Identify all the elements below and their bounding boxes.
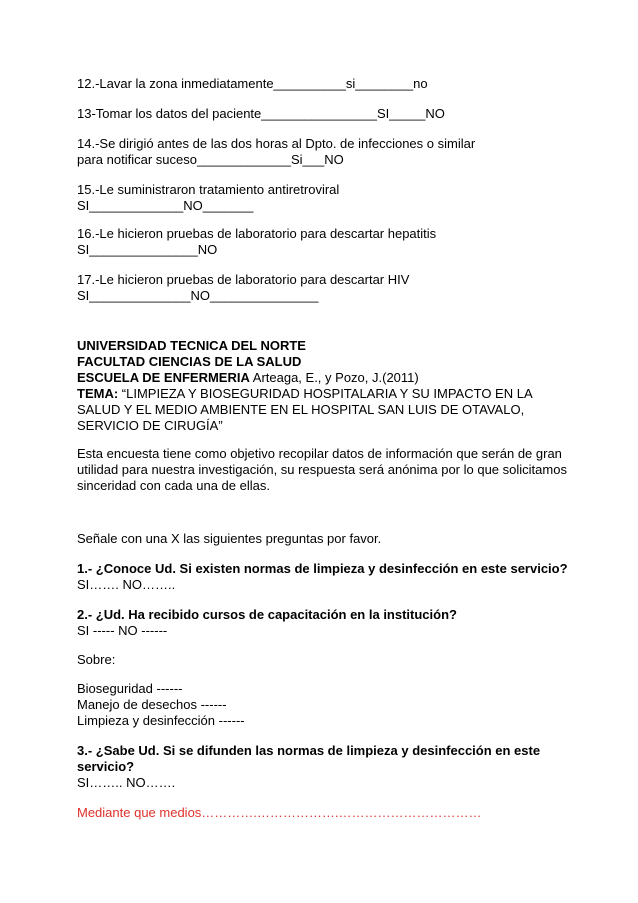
question-3-answer: SI…….. NO……. (77, 775, 176, 790)
school-name: ESCUELA DE ENFERMERIA (77, 370, 250, 385)
tema-line3: SERVICIO DE CIRUGÍA” (77, 418, 223, 433)
tema-label: TEMA: (77, 386, 119, 401)
instruction: Señale con una X las siguientes preguntas por favor. (77, 531, 382, 546)
question-1-answer: SI……. NO…….. (77, 577, 176, 592)
medios-prompt: Mediante que medios………….……………….…………………………… (77, 805, 482, 820)
question-14-line2: para notificar suceso_____________Si___NO (77, 152, 344, 167)
authors: Arteaga, E., y Pozo, J.(2011) (249, 370, 419, 385)
question-15-line2: SI_____________NO_______ (77, 198, 254, 213)
question-16-line1: 16.-Le hicieron pruebas de laboratorio para descartar hepatitis (77, 226, 437, 241)
sobre-label: Sobre: (77, 652, 116, 667)
school-and-authors (77, 370, 419, 386)
tema-line1 (77, 386, 533, 402)
topic-bioseguridad: Bioseguridad ------ (77, 681, 183, 696)
intro-line3: sinceridad con cada una de ellas. (77, 478, 270, 493)
question-1: 1.- ¿Conoce Ud. Si existen normas de limpieza y desinfección en este servicio? (77, 561, 568, 576)
question-17-line1: 17.-Le hicieron pruebas de laboratorio para descartar HIV (77, 272, 410, 287)
intro-line2: utilidad para nuestra investigación, su respuesta será anónima por lo que solicitamos (77, 462, 567, 477)
topic-manejo-desechos: Manejo de desechos ------ (77, 697, 227, 712)
tema-text-1: “LIMPIEZA Y BIOSEGURIDAD HOSPITALARIA Y SU IMPACTO EN LA (118, 386, 533, 401)
university-name: UNIVERSIDAD TECNICA DEL NORTE (77, 338, 306, 353)
topic-limpieza: Limpieza y desinfección ------ (77, 713, 245, 728)
question-12: 12.-Lavar la zona inmediatamente__________si________no (77, 76, 428, 91)
question-2: 2.- ¿Ud. Ha recibido cursos de capacitación en la institución? (77, 607, 457, 622)
intro-line1: Esta encuesta tiene como objetivo recopilar datos de información que serán de gran (77, 446, 562, 461)
question-13: 13-Tomar los datos del paciente________________SI_____NO (77, 106, 445, 121)
faculty-name: FACULTAD CIENCIAS DE LA SALUD (77, 354, 302, 369)
question-2-answer: SI ----- NO ------ (77, 623, 168, 638)
tema-line2: SALUD Y EL MEDIO AMBIENTE EN EL HOSPITAL SAN LUIS DE OTAVALO, (77, 402, 525, 417)
question-14-line1: 14.-Se dirigió antes de las dos horas al Dpto. de infecciones o similar (77, 136, 476, 151)
question-17-line2: SI______________NO_______________ (77, 288, 319, 303)
question-3-line1: 3.- ¿Sabe Ud. Si se difunden las normas de limpieza y desinfección en este (77, 743, 541, 758)
question-16-line2: SI_______________NO (77, 242, 218, 257)
question-15-line1: 15.-Le suministraron tratamiento antiretroviral (77, 182, 340, 197)
question-3-line2: servicio? (77, 759, 135, 774)
